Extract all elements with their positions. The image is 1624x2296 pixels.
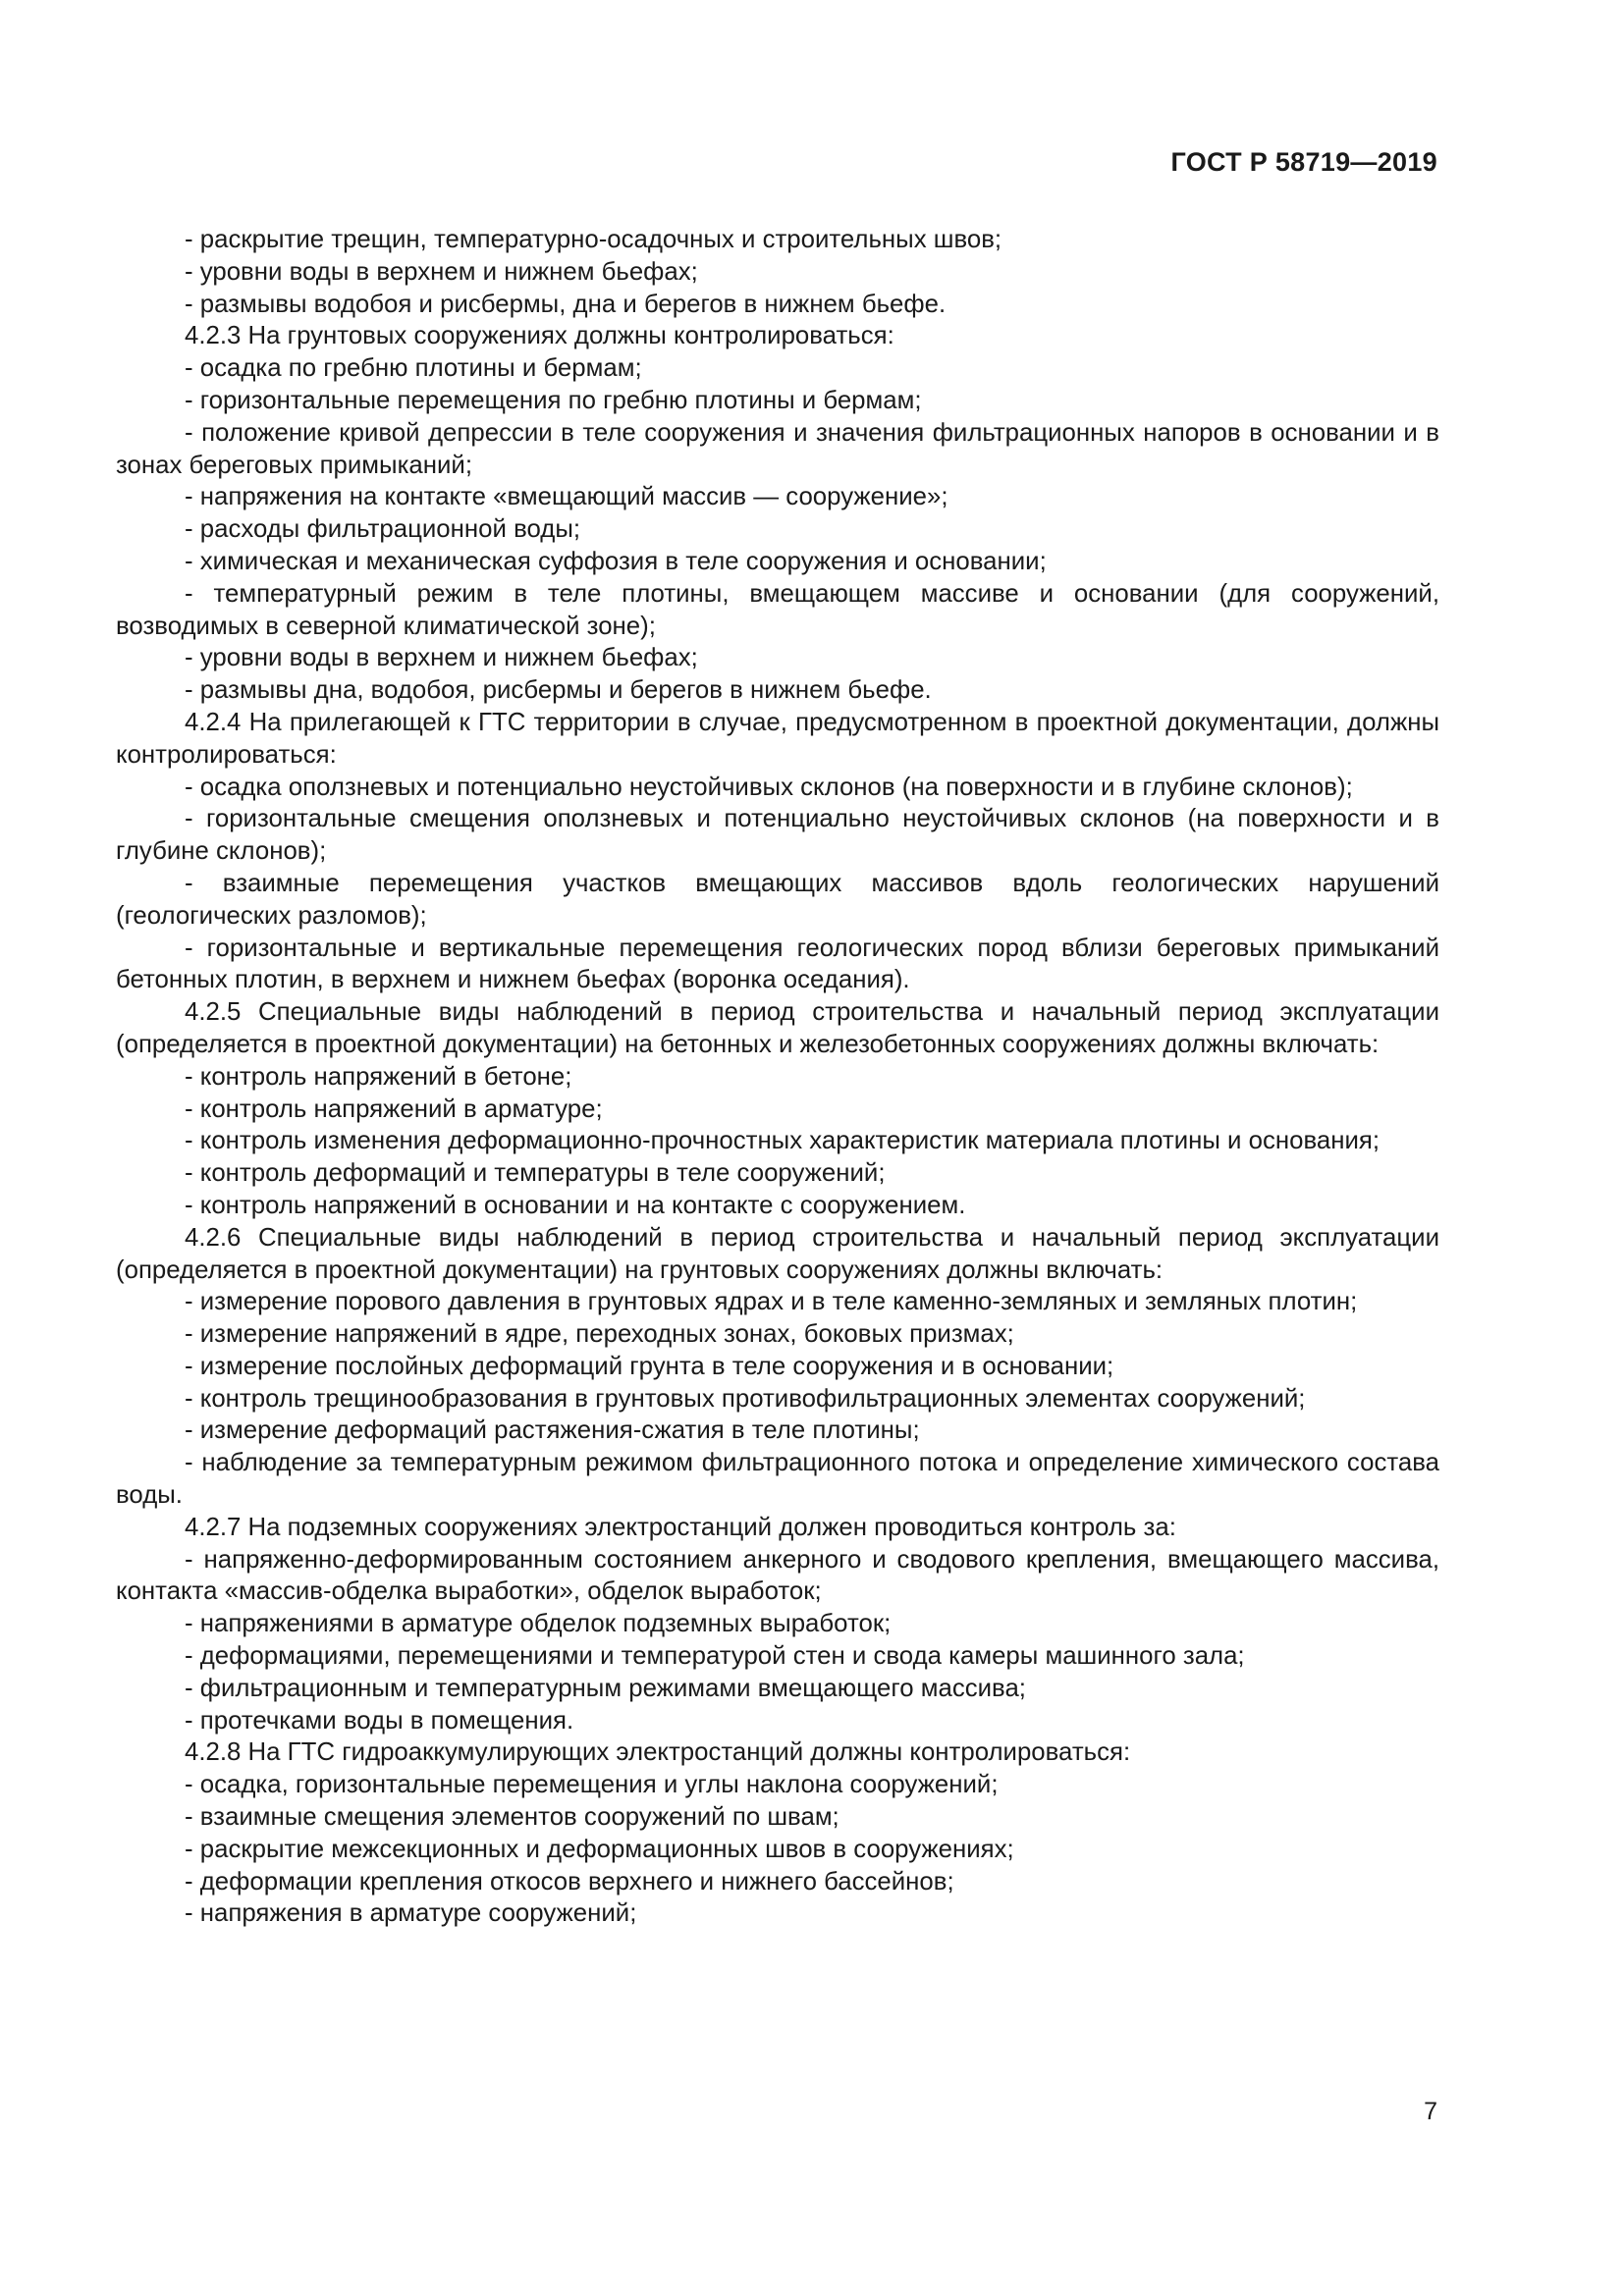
- list-item: - уровни воды в верхнем и нижнем бьефах;: [185, 644, 698, 672]
- list-item: - горизонтальные перемещения по гребню плотины и бермам;: [185, 386, 922, 414]
- page-number: 7: [1424, 2098, 1437, 2125]
- list-item: - напряжениями в арматуре обделок подземных выработок;: [185, 1610, 892, 1638]
- list-item: - контроль изменения деформационно-прочностных характеристик материала плотины и основания;: [185, 1127, 1380, 1155]
- document-body: [116, 224, 1439, 1930]
- list-item: - осадка оползневых и потенциально неустойчивых склонов (на поверхности и в глубине склонов);: [185, 773, 1353, 801]
- list-item: - осадка по гребню плотины и бермам;: [185, 354, 642, 383]
- list-item: - напряжения на контакте «вмещающий массив — сооружение»;: [185, 483, 948, 511]
- list-item: - деформациями, перемещениями и температурой стен и свода камеры машинного зала;: [185, 1642, 1245, 1671]
- list-item: - измерение деформаций растяжения-сжатия в теле плотины;: [185, 1416, 920, 1445]
- list-item: - раскрытие трещин, температурно-осадочных и строительных швов;: [185, 226, 1002, 253]
- list-item: - расходы фильтрационной воды;: [185, 515, 581, 544]
- list-item: - контроль трещинообразования в грунтовых противофильтрационных элементах сооружений;: [185, 1384, 1306, 1413]
- list-item: - взаимные перемещения участков вмещающих массивов вдоль геологических нарушений (геологических разломов);: [116, 869, 1439, 930]
- list-item: - размывы водобоя и рисбермы, дна и берегов в нижнем бьефе.: [185, 290, 947, 318]
- clause-paragraph: 4.2.8 На ГТС гидроаккумулирующих электростанций должны контролироваться:: [185, 1738, 1131, 1767]
- list-item: - наблюдение за температурным режимом фильтрационного потока и определение химического состава воды.: [116, 1449, 1439, 1510]
- list-item: - температурный режим в теле плотины, вмещающем массиве и основании (для сооружений, возводимых в северной климатической зоне);: [116, 579, 1439, 640]
- list-item: - взаимные смещения элементов сооружений по швам;: [185, 1803, 839, 1832]
- list-item: - измерение порового давления в грунтовых ядрах и в теле каменно-земляных и земляных плотин;: [185, 1288, 1358, 1316]
- list-item: - напряжения в арматуре сооружений;: [185, 1899, 637, 1928]
- clause-paragraph: 4.2.3 На грунтовых сооружениях должны контролироваться:: [185, 322, 894, 350]
- list-item: - осадка, горизонтальные перемещения и углы наклона сооружений;: [185, 1771, 999, 1799]
- clause-paragraph: 4.2.6 Специальные виды наблюдений в период строительства и начальный период эксплуатации (определяется в проектной документации) на грунтовых сооружениях должны включать:: [116, 1223, 1439, 1284]
- clause-paragraph: 4.2.7 На подземных сооружениях электростанций должен проводиться контроль за:: [185, 1513, 1176, 1541]
- list-item: - горизонтальные и вертикальные перемещения геологических пород вблизи береговых примыканий бетонных плотин, в верхнем и нижнем бьефах (воронка оседания).: [116, 934, 1439, 994]
- clause-paragraph: 4.2.4 На прилегающей к ГТС территории в случае, предусмотренном в проектной документации, должны контролироваться:: [116, 708, 1439, 769]
- list-item: - протечками воды в помещения.: [185, 1706, 574, 1735]
- list-item: - горизонтальные смещения оползневых и потенциально неустойчивых склонов (на поверхности и в глубине склонов);: [116, 805, 1439, 866]
- clause-paragraph: 4.2.5 Специальные виды наблюдений в период строительства и начальный период эксплуатации (определяется в проектной документации) на бетонных и железобетонных сооружениях должны включать:: [116, 998, 1439, 1058]
- list-item: - контроль напряжений в арматуре;: [185, 1095, 603, 1123]
- list-item: - уровни воды в верхнем и нижнем бьефах;: [185, 257, 698, 286]
- list-item: - фильтрационным и температурным режимами вмещающего массива;: [185, 1674, 1026, 1702]
- list-item: - размывы дна, водобоя, рисбермы и берегов в нижнем бьефе.: [185, 676, 932, 705]
- list-item: - измерение напряжений в ядре, переходных зонах, боковых призмах;: [185, 1320, 1014, 1349]
- list-item: - деформации крепления откосов верхнего и нижнего бассейнов;: [185, 1867, 954, 1896]
- list-item: - химическая и механическая суффозия в теле сооружения и основании;: [185, 547, 1047, 575]
- list-item: - положение кривой депрессии в теле сооружения и значения фильтрационных напоров в основании и в зонах береговых примыканий;: [116, 418, 1439, 479]
- document-code-header: ГОСТ Р 58719—2019: [1170, 147, 1437, 177]
- list-item: - контроль деформаций и температуры в теле сооружений;: [185, 1159, 886, 1188]
- list-item: - раскрытие межсекционных и деформационных швов в сооружениях;: [185, 1835, 1014, 1863]
- list-item: - измерение послойных деформаций грунта в теле сооружения и в основании;: [185, 1352, 1114, 1380]
- list-item: - контроль напряжений в основании и на контакте с сооружением.: [185, 1191, 966, 1219]
- list-item: - контроль напряжений в бетоне;: [185, 1062, 572, 1091]
- list-item: - напряженно-деформированным состоянием анкерного и сводового крепления, вмещающего массива, контакта «массив-обделка выработки», обделок выработок;: [116, 1545, 1439, 1606]
